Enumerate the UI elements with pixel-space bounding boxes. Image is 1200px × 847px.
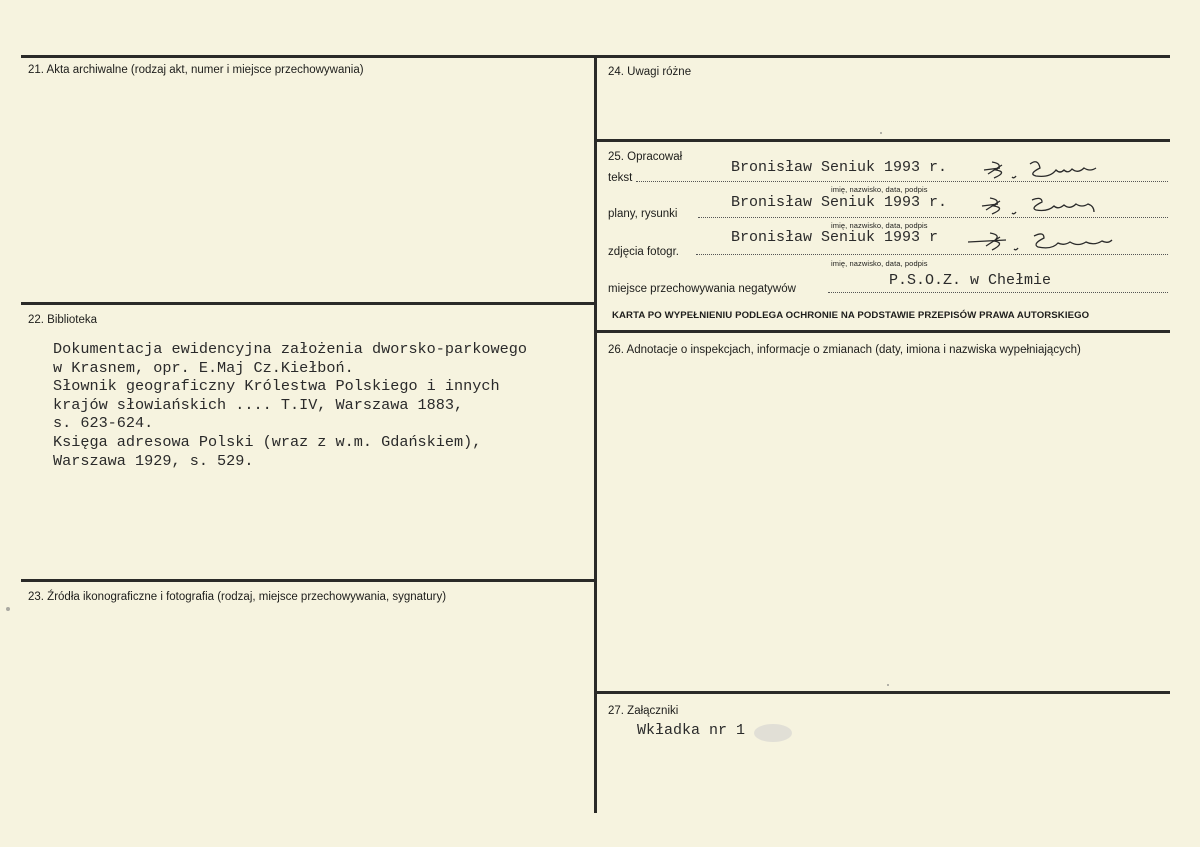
rule-23 xyxy=(21,579,597,582)
zalaczniki-value: Wkładka nr 1 xyxy=(637,722,746,739)
zdjecia-label: zdjęcia fotogr. xyxy=(608,246,679,258)
section-26-heading: 26. Adnotacje o inspekcjach, informacje o zmianach (daty, imiona i nazwiska wypełniających) xyxy=(608,344,1081,356)
biblioteka-line: s. 623-624. xyxy=(53,414,154,433)
section-22-heading: 22. Biblioteka xyxy=(28,314,98,326)
center-divider xyxy=(594,55,597,813)
tekst-value: Bronisław Seniuk 1993 r. xyxy=(731,159,948,176)
rule-27 xyxy=(597,691,1170,694)
plany-value: Bronisław Seniuk 1993 r. xyxy=(731,194,948,211)
signature-plany xyxy=(978,192,1108,218)
signature-zdjecia xyxy=(966,228,1136,256)
copyright-notice: KARTA PO WYPEŁNIENIU PODLEGA OCHRONIE NA PODSTAWIE PRZEPISÓW PRAWA AUTORSKIEGO xyxy=(612,310,1090,321)
section-27-heading: 27. Załączniki xyxy=(608,705,679,717)
negatywy-label: miejsce przechowywania negatywów xyxy=(608,283,796,295)
section-23-heading: 23. Źródła ikonograficzne i fotografia (rodzaj, miejsce przechowywania, sygnatury) xyxy=(28,591,447,603)
rule-25 xyxy=(597,139,1170,142)
biblioteka-line: Księga adresowa Polski (wraz z w.m. Gdańskiem), xyxy=(53,432,482,451)
plany-label: plany, rysunki xyxy=(608,208,678,220)
top-rule-right xyxy=(597,55,1170,58)
biblioteka-line: Słownik geograficzny Królestwa Polskiego i innych xyxy=(53,377,500,396)
tekst-caption: imię, nazwisko, data, podpis xyxy=(831,185,928,194)
biblioteka-line: w Krasnem, opr. E.Maj Cz.Kiełboń. xyxy=(53,358,354,377)
biblioteka-line: krajów słowiańskich .... T.IV, Warszawa 1883, xyxy=(53,395,464,414)
paper-speck xyxy=(6,607,10,611)
rule-26 xyxy=(597,330,1170,333)
biblioteka-line: Dokumentacja ewidencyjna założenia dworsko-parkowego xyxy=(53,340,527,358)
section-25-heading: 25. Opracował xyxy=(608,151,683,163)
top-rule-left xyxy=(21,55,597,58)
negatywy-value: P.S.O.Z. w Chełmie xyxy=(889,272,1052,289)
zdjecia-value: Bronisław Seniuk 1993 r xyxy=(731,229,939,246)
biblioteka-line: Warszawa 1929, s. 529. xyxy=(53,451,254,470)
zdjecia-caption: imię, nazwisko, data, podpis xyxy=(831,259,928,268)
negatywy-dotted-line xyxy=(828,292,1168,293)
section-24-heading: 24. Uwagi różne xyxy=(608,66,692,78)
plany-caption: imię, nazwisko, data, podpis xyxy=(831,221,928,230)
tekst-label: tekst xyxy=(608,172,633,184)
signature-tekst xyxy=(978,156,1108,182)
section-21-heading: 21. Akta archiwalne (rodzaj akt, numer i miejsce przechowywania) xyxy=(28,64,364,76)
paper-speck xyxy=(887,684,889,686)
paper-speck xyxy=(880,132,882,134)
paper-stain xyxy=(754,724,792,742)
biblioteka-text xyxy=(53,340,527,470)
rule-22 xyxy=(21,302,597,305)
